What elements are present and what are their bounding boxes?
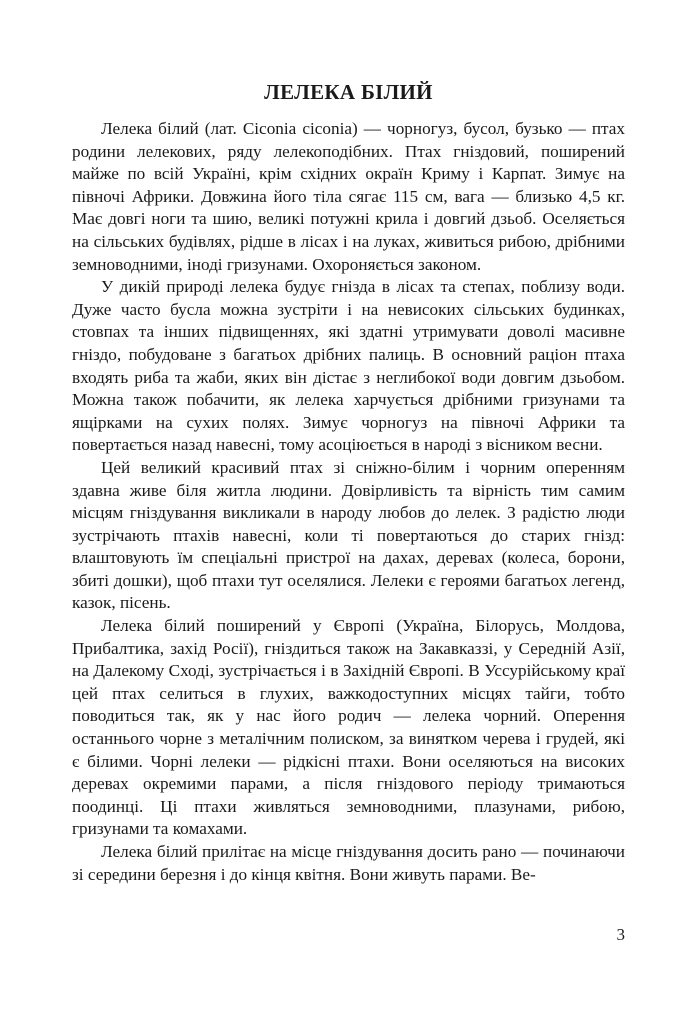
- paragraph-2: У дикій природі лелека будує гнізда в лісах та степах, поблизу води. Дуже часто бусла можна зустріти і на невисоких сільських будинках, стовпах та інших підвищеннях, які здатні утримувати доволі масивне гніздо, побудоване з багатьох дрібних палиць. В основний раціон птаха входять риба та жаби, яких він дістає з неглибокої води довгим дзьобом. Можна також побачити, як лелека харчується дрібними гризунами та ящірками на сухих полях. Зимує чорногуз на півночі Африки та повертається назад навесні, тому асоціюється в народі з вісником весни.: [72, 277, 625, 455]
- page-number: 3: [616, 925, 625, 944]
- paragraph-4: Лелека білий поширений у Європі (Україна, Білорусь, Молдова, Прибалтика, захід Росії), гніздиться також на Закавказзі, у Середній Азії, на Далекому Сході, зустрічається і в Західній Європі. В Уссурійському краї цей птах селиться в глухих, важкодоступних місцях тайги, тобто поводиться так, як у нас його родич — лелека чорний. Оперення останнього чорне з металічним полиском, за винятком черева і грудей, які є білими. Чорні лелеки — рідкісні птахи. Вони оселяються на високих деревах окремими парами, а після гніздового періоду тримаються поодинці. Ці птахи живляться земноводними, плазунами, рибою, гризунами та комахами.: [72, 616, 625, 839]
- paragraph-3: Цей великий красивий птах зі сніжно-білим і чорним оперенням здавна живе біля житла людини. Довірливість та вірність тим самим місцям гніздування викликали в народу любов до лелек. З радістю люди зустрічають птахів навесні, коли ті повертаються до старих гнізд: влаштовують їм спеціальні пристрої на дахах, деревах (колеса, борони, збиті дошки), щоб птахи тут оселялися. Лелеки є героями багатьох легенд, казок, пісень.: [72, 457, 625, 613]
- paragraph-5: Лелека білий прилітає на місце гніздування досить рано — починаючи зі середини березня і до кінця квітня. Вони живуть парами. Ве-: [72, 842, 625, 884]
- paragraph-1: Лелека білий (лат. Ciconia ciconia) — чорногуз, бусол, бузько — птах родини лелекових, ряду лелекоподібних. Птах гніздовий, поширений майже по всій Україні, крім східних окраїн Криму і Карпат. Зимує на півночі Африки. Довжина його тіла сягає 115 см, вага — близько 4,5 кг. Має довгі ноги та шию, великі потужні крила і довгий дзьоб. Оселяється на сільських будівлях, рідше в лісах і на луках, живиться рибою, дрібними земноводними, іноді гризунами. Охороняється законом.: [72, 119, 625, 274]
- page-title: ЛЕЛЕКА БІЛИЙ: [264, 80, 433, 104]
- page-body: [72, 78, 625, 886]
